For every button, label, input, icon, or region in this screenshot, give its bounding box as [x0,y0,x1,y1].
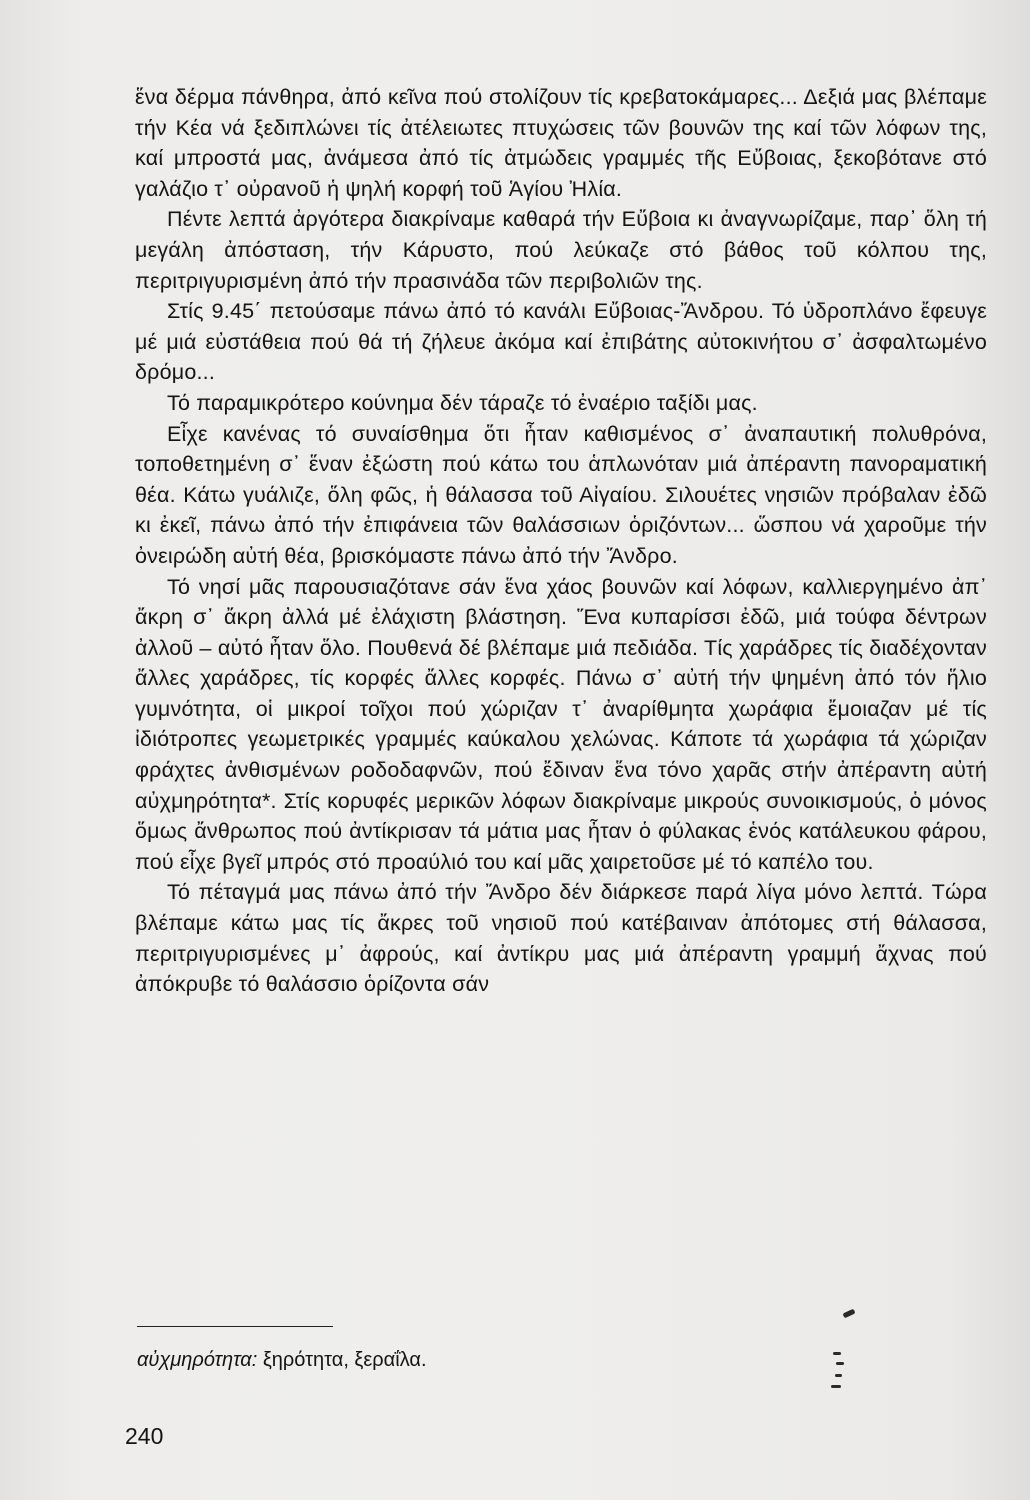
paragraph: Πέντε λεπτά ἀργότερα διακρίναμε καθαρά τήν Εὔβοια κι ἀναγνωρίζαμε, παρ᾽ ὅλη τή μεγάλη ἀπόσταση, τήν Κάρυστο, πού λεύκαζε στό βάθος τοῦ κόλπου της, περιτριγυρισμένη ἀπό τήν πρασινάδα τῶν περιβολιῶν της. [135,207,987,293]
ink-mark [831,1385,841,1388]
ink-mark [835,1374,842,1377]
footnote [137,1346,427,1374]
paragraph: Τό νησί μᾶς παρουσιαζότανε σάν ἕνα χάος βουνῶν καί λόφων, καλλιεργημένο ἀπ᾽ ἄκρη σ᾽ ἄκρη ἀλλά μέ ἐλάχιστη βλάστηση. Ἕνα κυπαρίσσι ἐδῶ, μιά τούφα δέντρων ἀλλοῦ – αὐτό ἦταν ὅλο. Πουθενά δέ βλέπαμε μιά πεδιάδα. Τίς χαράδρες τίς διαδέχονταν ἄλλες χαράδρες, τίς κορφές ἄλλες κορφές. Πάνω σ᾽ αὐτή τήν ψημένη ἀπό τόν ἥλιο γυμνότητα, οἱ μικροί τοῖχοι πού χώριζαν τ᾽ ἀναρίθμητα χωράφια ἔμοιαζαν μέ τίς ἰδιότροπες γεωμετρικές γραμμές καύκαλου χελώνας. Κάποτε τά χωράφια τά χώριζαν φράχτες ἀνθισμένων ροδοδαφνῶν, πού ἔδιναν ἕνα τόνο χαρᾶς στήν ἀπέραντη αὐτή αὐχμηρότητα*. Στίς κορυφές μερικῶν λόφων διακρίναμε μικρούς συνοικισμούς, ὁ μόνος ὅμως ἄνθρωπος πού ἀντίκρισαν τά μάτια μας ἦταν ὁ φύλακας ἑνός κατάλευκου φάρου, πού εἶχε βγεῖ μπρός στό προαύλιό του καί μᾶς χαιρετοῦσε μέ τό καπέλο του. [135,574,987,874]
page-number: 240 [125,1423,164,1449]
ink-mark [843,1309,856,1319]
ink-mark [833,1352,841,1355]
footnote-definition: ξηρότητα, ξεραΐλα. [257,1349,427,1371]
paragraph: Τό παραμικρότερο κούνημα δέν τάραζε τό ἐναέριο ταξίδι μας. [167,390,758,415]
paragraph: Στίς 9.45΄ πετούσαμε πάνω ἀπό τό κανάλι Εὔβοιας-Ἄνδρου. Τό ὑδροπλάνο ἔφευγε μέ μιά εὐστάθεια πού θά τή ζήλευε ἀκόμα καί ἐπιβάτης αὐτοκινήτου σ᾽ ἀσφαλτωμένο δρόμο... [135,299,987,385]
footnote-divider [137,1326,333,1327]
body-text [135,82,987,1000]
footnote-term: αὐχμηρότητα: [137,1349,258,1371]
paragraph: Τό πέταγμά μας πάνω ἀπό τήν Ἄνδρο δέν διάρκεσε παρά λίγα μόνο λεπτά. Τώρα βλέπαμε κάτω μας τίς ἄκρες τοῦ νησιοῦ πού κατέβαιναν ἀπότομες στή θάλασσα, περιτριγυρισμένες μ᾽ ἀφρούς, καί ἀντίκρυ μας μιά ἀπέραντη γραμμή ἄχνας πού ἀπόκρυβε τό θαλάσσιο ὁρίζοντα σάν [135,880,987,997]
paragraph-continued: ἕνα δέρμα πάνθηρα, ἀπό κεῖνα πού στολίζουν τίς κρεβατοκάμαρες... Δεξιά μας βλέπαμε τήν Κέα νά ξεδιπλώνει τίς ἀτέλειωτες πτυχώσεις τῶν βουνῶν της καί τῶν λόφων της, καί μπροστά μας, ἀνάμεσα ἀπό τίς ἀτμώδεις γραμμές τῆς Εὔβοιας, ξεκοβότανε στό γαλάζιο τ᾽ οὐρανοῦ ἡ ψηλή κορφή τοῦ Ἁγίου Ἠλία. [135,85,987,201]
ink-mark [836,1362,844,1365]
paragraph: Εἶχε κανένας τό συναίσθημα ὅτι ἦταν καθισμένος σ᾽ ἀναπαυτική πολυθρόνα, τοποθετημένη σ᾽ ἕναν ἐξώστη πού κάτω του ἁπλωνόταν μιά ἀπέραντη πανοραματική θέα. Κάτω γυάλιζε, ὅλη φῶς, ἡ θάλασσα τοῦ Αἰγαίου. Σιλουέτες νησιῶν πρόβαλαν ἐδῶ κι ἐκεῖ, πάνω ἀπό τήν ἐπιφάνεια τῶν θαλάσσιων ὁριζόντων... ὥσπου νά χαροῦμε τήν ὀνειρώδη αὐτή θέα, βρισκόμαστε πάνω ἀπό τήν Ἄνδρο. [135,421,987,568]
